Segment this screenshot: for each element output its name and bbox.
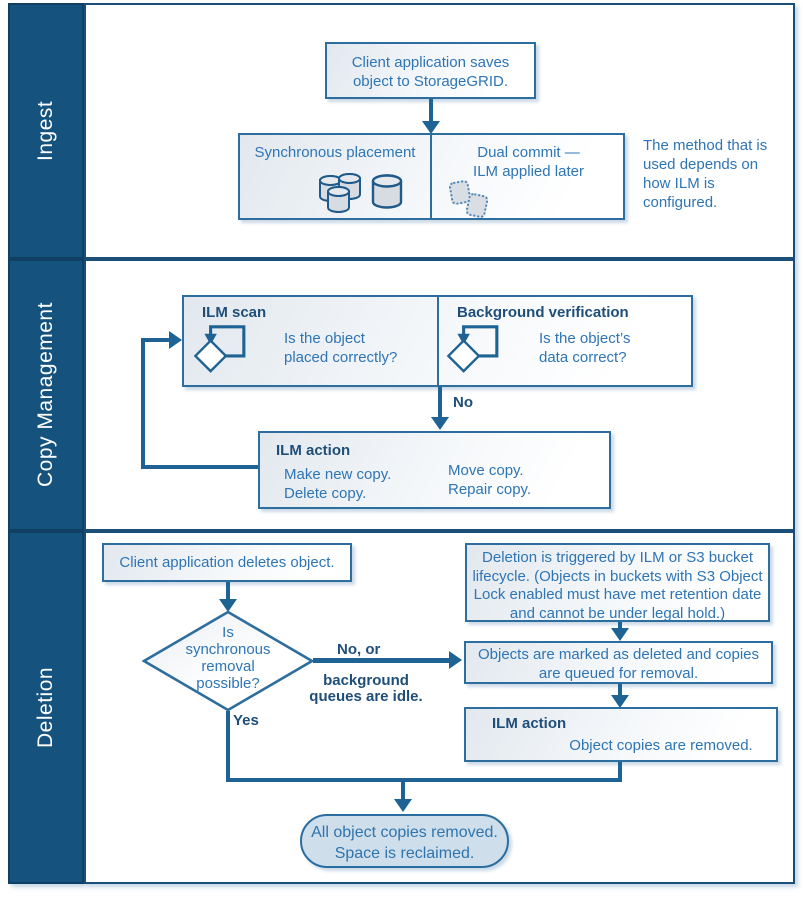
arrowhead-feedback-into-scan: [169, 331, 182, 349]
sidebar-copy-management: [8, 259, 84, 531]
scan-verify-divider: [437, 297, 439, 385]
bg-verification-title: Background verification: [457, 304, 629, 321]
ilm-action-box: [258, 431, 611, 509]
ilm-action-title: ILM action: [276, 442, 351, 459]
bg-verification-q1: Is the object’s: [539, 330, 631, 347]
no-or-label: No, or: [337, 641, 381, 658]
sidebar-deletion-label: Deletion: [34, 666, 57, 749]
connector-save-to-placement: [429, 99, 433, 122]
ingest-note: [643, 136, 793, 212]
trigger-line4: and cannot be under legal hold.): [509, 604, 726, 622]
arrowhead-no-or: [449, 651, 462, 669]
bg-verification-q2: data correct?: [539, 349, 627, 366]
ingest-note-line3: how ILM is: [643, 175, 715, 192]
arrowhead-to-terminator: [394, 799, 412, 812]
feedback-horizontal-top: [141, 338, 171, 342]
client-deletes-label: Client application deletes object.: [119, 554, 335, 571]
ilm-action-col1: [284, 465, 391, 503]
marked-line1: Objects are marked as deleted and copies: [478, 646, 759, 663]
connector-no-down: [438, 387, 442, 419]
deletion-ilm-action-box: [464, 707, 778, 762]
ilm-scan-question: [284, 329, 397, 367]
bg-verification-question: [539, 329, 630, 367]
no-or-sub2: queues are idle.: [309, 688, 423, 705]
marked-deleted-box: [464, 641, 773, 684]
placement-pair-box: [238, 133, 625, 220]
ilm-action-delete: Delete copy.: [284, 485, 367, 502]
ilm-scan-q2: placed correctly?: [284, 349, 398, 366]
diamond-line2: synchronous: [185, 641, 271, 658]
diamond-line1: Is: [222, 624, 234, 641]
sidebar-deletion: [8, 531, 84, 884]
ingest-note-line1: The method that is: [643, 137, 768, 154]
arrowhead-no-down: [431, 417, 449, 430]
client-saves-box: [325, 42, 536, 99]
no-label: No: [453, 394, 473, 411]
ilm-action-make: Make new copy.: [284, 466, 392, 483]
sidebar-ingest-label: Ingest: [34, 100, 57, 162]
trigger-line3: Lock enabled must have met retention date: [473, 586, 762, 603]
client-deletes-box: [102, 543, 352, 582]
trigger-line2: lifecycle. (Objects in buckets with S3 Object: [472, 567, 763, 585]
ilm-action-repair: Repair copy.: [448, 481, 532, 498]
sidebar-ingest: [8, 3, 84, 259]
loop-check-icon: [447, 318, 501, 380]
ingest-note-line2: used depends on: [643, 156, 759, 173]
terminator-line1: All object copies removed.: [311, 824, 498, 841]
feedback-horizontal-bottom: [141, 465, 258, 469]
diamond-line3: removal: [201, 658, 255, 675]
removed-terminator: [300, 814, 509, 868]
marked-line2: are queued for removal.: [538, 665, 699, 682]
terminator-line2: Space is reclaimed.: [334, 845, 475, 862]
ilm-action-move: Move copy.: [448, 462, 524, 479]
sidebar-copy-management-label: Copy Management: [34, 302, 57, 488]
no-or-sub1: background: [323, 672, 409, 689]
deletion-ilm-action-title: ILM action: [492, 715, 567, 732]
ilm-action-col2: [448, 461, 531, 499]
feedback-vertical: [141, 338, 145, 469]
arrowhead-trigger-to-marked: [611, 628, 629, 641]
sync-placement-label: Synchronous placement: [254, 144, 416, 161]
no-or-sublabel: [300, 673, 432, 705]
dual-commit-label: [432, 143, 625, 181]
deletion-ilm-action-body: Object copies are removed.: [569, 737, 753, 754]
connector-no-or: [313, 658, 451, 663]
loop-check-icon: [194, 318, 248, 380]
yes-label: Yes: [233, 712, 259, 729]
deletion-trigger-box: [465, 543, 770, 622]
ilm-scan-q1: Is the object: [284, 330, 365, 347]
dual-commit-line2: ILM applied later: [473, 163, 584, 180]
connector-to-terminator: [401, 782, 405, 800]
diamond-line4: possible?: [196, 675, 260, 692]
ilm-scan-title: ILM scan: [202, 304, 267, 321]
client-saves-line1: Client application saves: [351, 54, 510, 71]
trigger-line1: Deletion is triggered by ILM or S3 bucket: [482, 549, 753, 566]
scan-verify-pair-box: [182, 295, 693, 387]
client-saves-line2: object to StorageGRID.: [352, 73, 509, 90]
connector-yes-down: [226, 711, 230, 782]
storage-cylinders-icon: [318, 172, 410, 218]
connector-merge-horizontal: [226, 778, 622, 782]
dual-commit-line1: Dual commit —: [477, 144, 580, 161]
sync-removal-question: [142, 624, 314, 692]
ingest-note-line4: configured.: [643, 194, 718, 211]
